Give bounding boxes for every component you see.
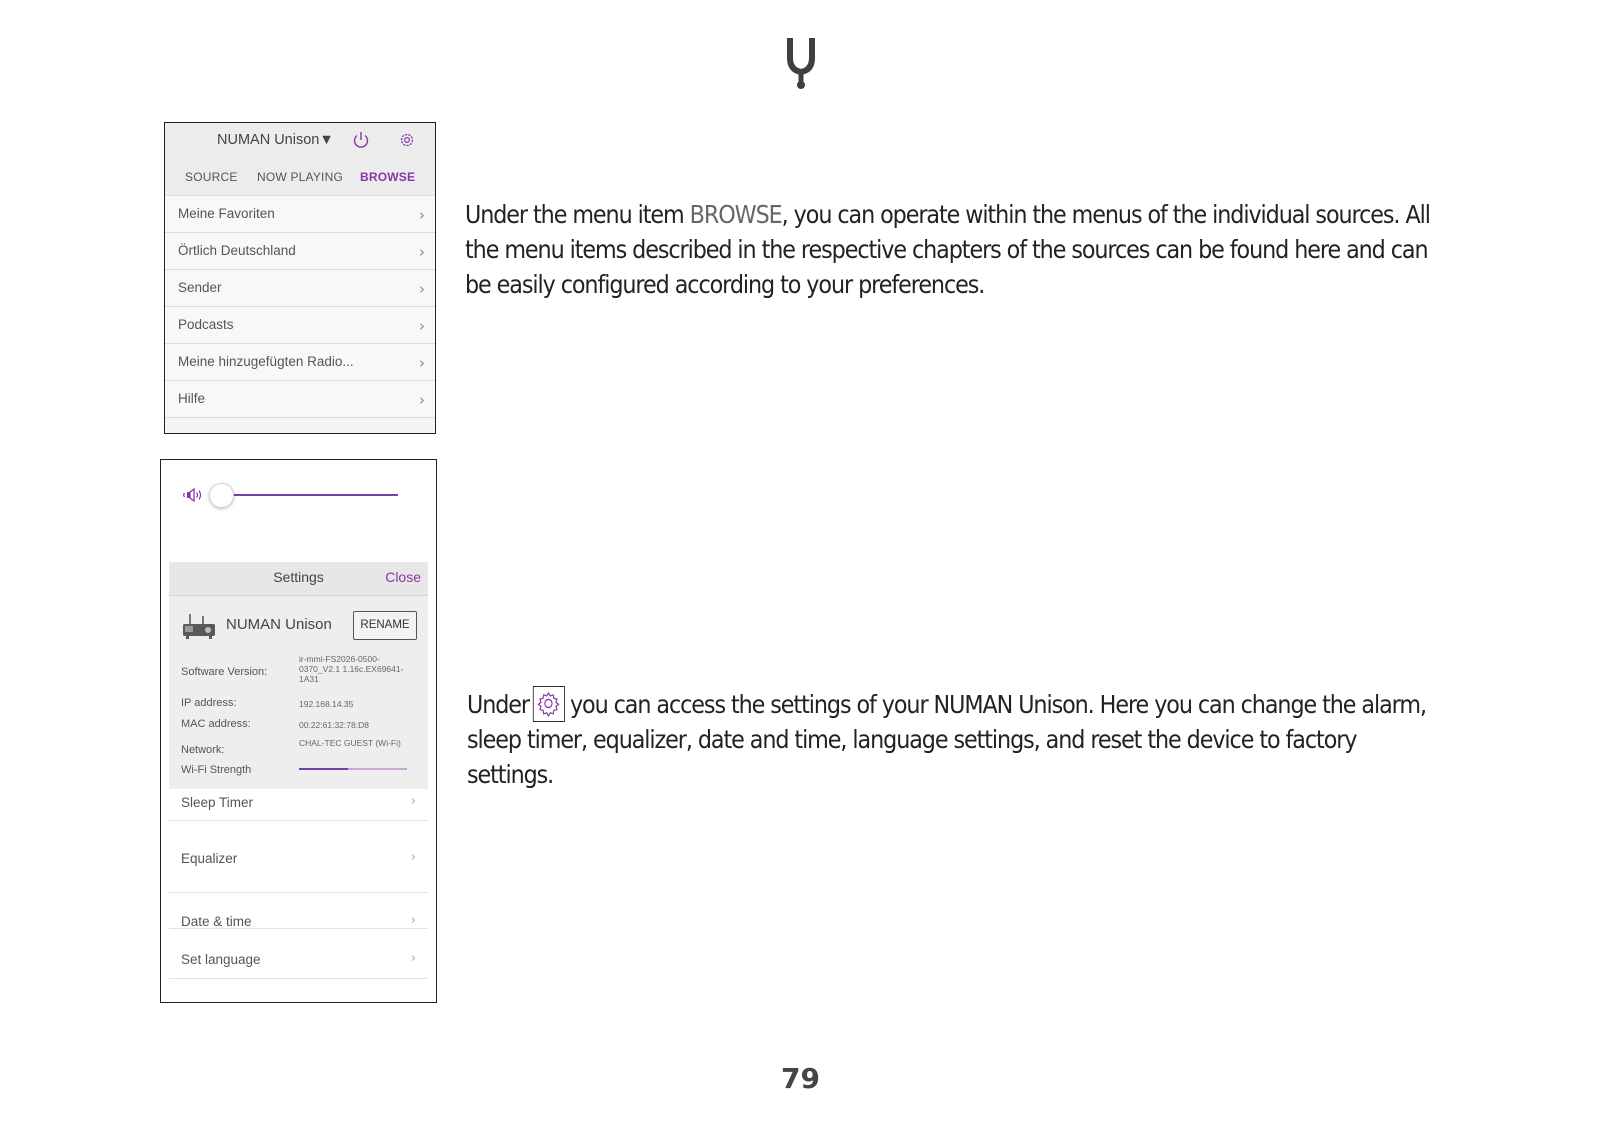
tab-source[interactable]: SOURCE xyxy=(185,170,238,184)
tab-browse[interactable]: BROWSE xyxy=(360,170,416,184)
settings-item-label: Date & time xyxy=(181,914,252,929)
list-item[interactable] xyxy=(165,344,435,381)
network-label: Network: xyxy=(181,744,225,756)
list-item-label: Sender xyxy=(178,280,222,295)
list-item-label: Meine hinzugefügten Radio... xyxy=(178,354,354,369)
device-name: NUMAN Unison xyxy=(226,616,332,633)
mac-address-label: MAC address: xyxy=(181,718,251,730)
app-header xyxy=(165,123,435,196)
chevron-right-icon: › xyxy=(419,317,425,335)
gear-icon xyxy=(533,686,565,722)
settings-item-date-time[interactable] xyxy=(169,894,428,929)
chevron-right-icon: › xyxy=(419,206,425,224)
settings-item-label: Sleep Timer xyxy=(181,795,254,810)
rename-button[interactable]: RENAME xyxy=(353,611,417,640)
software-version-value: ir-mmi-FS2026-0500-0370_V2.1 1.16c.EX69641-1A31 xyxy=(299,654,404,684)
list-item[interactable] xyxy=(165,233,435,270)
list-item[interactable] xyxy=(165,381,435,418)
settings-item-sleep-timer[interactable] xyxy=(169,790,428,821)
list-item-label: Podcasts xyxy=(178,317,234,332)
chevron-right-icon: › xyxy=(410,951,416,966)
tab-now-playing[interactable]: NOW PLAYING xyxy=(257,170,343,184)
chevron-right-icon: › xyxy=(419,243,425,261)
chevron-right-icon: › xyxy=(410,794,416,809)
chevron-right-icon: › xyxy=(419,354,425,372)
radio-device-icon xyxy=(181,612,217,640)
settings-description-text: you can access the settings of your NUMAN Unison. Here you can change the alarm, sleep timer, equalizer, date and time, language settings, and reset the device to factory settings. xyxy=(467,690,1426,789)
browse-description-text: , you can operate within the menus of the individual sources. All the menu items described in the respective chapters of the sources can be found here and can be easily configured according to your preferences. xyxy=(465,200,1430,299)
close-button[interactable]: Close xyxy=(385,569,421,585)
settings-item-set-language[interactable] xyxy=(169,944,428,979)
chevron-right-icon: › xyxy=(419,280,425,298)
list-item[interactable] xyxy=(165,307,435,344)
list-item[interactable] xyxy=(165,270,435,307)
device-selector[interactable]: NUMAN Unison▼ xyxy=(217,132,334,148)
ip-address-label: IP address: xyxy=(181,697,237,709)
settings-description xyxy=(467,686,1437,792)
settings-screenshot xyxy=(160,459,437,1003)
browse-highlight: BROWSE xyxy=(689,200,782,229)
list-item[interactable] xyxy=(165,196,435,233)
power-icon[interactable] xyxy=(351,130,371,150)
volume-slider-handle[interactable] xyxy=(209,483,234,508)
browse-list xyxy=(165,196,435,418)
chevron-right-icon: › xyxy=(419,391,425,409)
tuning-fork-logo-icon xyxy=(786,36,816,90)
settings-description-text: Under xyxy=(467,690,530,719)
software-version-label: Software Version: xyxy=(181,666,268,678)
page-number: 79 xyxy=(781,1062,820,1095)
chevron-right-icon: › xyxy=(410,850,416,865)
chevron-right-icon: › xyxy=(410,913,416,928)
device-info-panel xyxy=(169,596,428,789)
wifi-strength-bar xyxy=(299,768,407,770)
settings-item-label: Set language xyxy=(181,952,261,967)
gear-icon[interactable] xyxy=(397,130,417,150)
tab-bar xyxy=(165,170,435,190)
volume-slider-track[interactable] xyxy=(226,494,398,496)
settings-header xyxy=(169,562,428,596)
mac-address-value: 00:22:61:32:78:D8 xyxy=(299,720,369,730)
list-item-label: Örtlich Deutschland xyxy=(178,243,296,258)
wifi-strength-label: Wi-Fi Strength xyxy=(181,764,252,776)
settings-title: Settings xyxy=(273,569,324,585)
settings-item-equalizer[interactable] xyxy=(169,822,428,893)
browse-description-text: Under the menu item xyxy=(465,200,690,229)
browse-screenshot xyxy=(164,122,436,434)
ip-address-value: 192.168.14.35 xyxy=(299,699,354,709)
list-item-label: Meine Favoriten xyxy=(178,206,275,221)
wifi-strength-fill xyxy=(299,768,348,771)
network-value: CHAL-TEC GUEST (Wi-Fi) xyxy=(299,738,401,748)
browse-description xyxy=(465,197,1435,302)
list-item-label: Hilfe xyxy=(178,391,206,406)
settings-item-label: Equalizer xyxy=(181,851,238,866)
volume-icon xyxy=(181,486,203,504)
